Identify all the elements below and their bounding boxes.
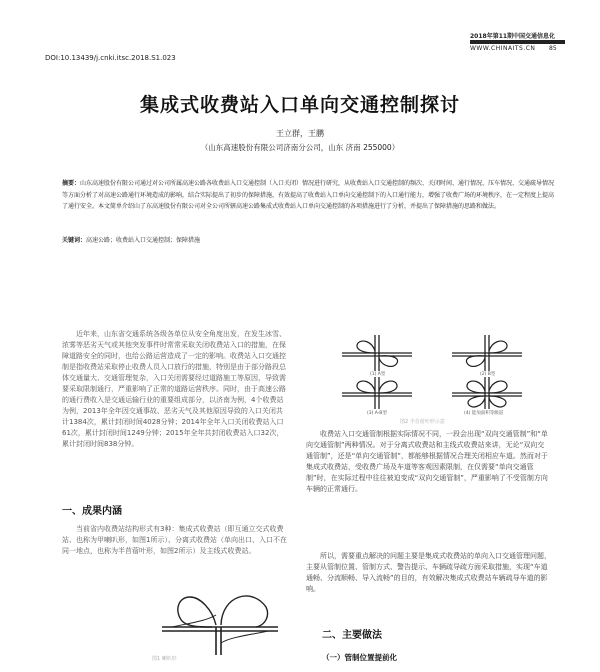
fig2-label-d: (4) 能加面积等级道 — [464, 411, 504, 415]
authors: 王立群，王鹏 — [276, 129, 324, 138]
fig2-label-b: (2) B型 — [480, 372, 496, 377]
figure-2-caption: 图2 半苜蓿叶形示意 — [400, 419, 445, 425]
fig2-panel-a — [342, 335, 412, 377]
fig2-label-a: (1) A型 — [370, 372, 386, 377]
figure-2-interchange-types — [312, 335, 552, 415]
abstract-label: 摘要： — [62, 180, 81, 187]
abstract-text: 山东高速股份有限公司通过对公司所属高速公路各收费站入口交通控制（入口关闭）情况进行研究，从收费站入口交通控制的频次、关闭时间、通行情况、压车情况、交通疏导情况等方面分析了对高速公路通行环境造成的影响，结合实际提出了初步的保障措施，有效提高了收费站入口单向交通控制下的入口通行能力，增强了收费广场的环境秩序，在一定程度上提高了通行安全。本文简单介绍山了东高速股份有限公司对全公司所辖高速公路集成式收费站入口单向交通控制的各项措施进行了分析，并提出了保障措施的思路和做法。 — [62, 180, 555, 210]
journal-issue: 2018年第11期中国交通信息化 — [470, 33, 556, 40]
body-paragraph-structure: 当前省内收费站结构形式有3种：集成式收费站（即互通立交式收费站、也称为甲喇叭形，如图1所示）、分离式收费站（单向出口、入口不在同一地点，也称为半苜蓿叶形，如图2所示）及主线式收费站。 — [62, 525, 287, 555]
fig2-label-ab: (3) A-B型 — [367, 411, 387, 415]
fig2-panel-ab — [342, 377, 412, 415]
figure-1-caption: 图1 喇叭形 — [152, 656, 177, 662]
keywords-label: 关键词： — [62, 237, 87, 244]
doi: DOI:10.13439/j.cnki.itsc.2018.S1.023 — [45, 54, 176, 62]
keywords-text: 高速公路；收费站入口交通控制；保障措施 — [86, 237, 201, 244]
affiliation: （山东高速股份有限公司济南分公司，山东 济南 255000） — [200, 143, 400, 152]
subsection-heading-1: （一）管制位置提前化 — [322, 653, 397, 662]
figure-1-trumpet-interchange — [160, 565, 280, 655]
section-heading-1: 一、成果内涵 — [62, 506, 122, 517]
body-paragraph-intro: 近年来，山东省交通系统各级各单位从安全角度出发，在发生冰雪、浓雾等恶劣天气或其他突发事件时常常采取关闭收费站入口的措施，在保障道路安全的同时，也给公路运营造成了一定的影响。收费站入口交通控制是指收费站采取停止收费人员入口放行的措施，特别是由于部分路段总体交通量大、交通管理复杂，入口关闭需要经过道路施工等原因，导致需要采取限制通行，严重影响了正常的道路运营秩序。同时，由于高速公路的通行费收入是交通运输行业的重要组成部分，以济南为例，4个收费站为例，2013年全年因交通事故、恶劣天气及其他原因导致的入口关闭共计1384次，累计封闭时间4028分钟；2014年全年入口关闭收费站入口61次，累计封闭时间1249分钟；2015年全年共封闭收费站入口32次，累计封闭时间838分钟。 — [62, 330, 286, 448]
abstract — [62, 178, 556, 213]
section-heading-2: 二、主要做法 — [322, 630, 382, 641]
page-number: 85 — [549, 45, 557, 52]
paper-title: 集成式收费站入口单向交通控制探讨 — [139, 94, 460, 116]
header-rule — [470, 40, 565, 44]
keywords — [62, 235, 556, 244]
fig2-panel-b — [452, 335, 522, 377]
journal-site: WWW.CHINAITS.CN — [470, 45, 536, 52]
fig2-panel-cloverleaf — [452, 377, 522, 415]
body-paragraph-control: 收费站入口交通管制根据实际情况不同，一段会出现“双向交通管制”和“单向交通管制”两种情况。对于分离式收费站和主线式收费站来讲，无论“双向交通管制”，还是“单向交通管制”，都能够根据情况合理关闭相应车道。然而对于集成式收费站，受收费广场及车道等客观因素限制，在仅需要“单向交通管制”时，在实际过程中往往被迫变成“双向交通管制”，严重影响了不受管制方向车辆的正常通行。 — [306, 430, 548, 493]
body-paragraph-solution: 所以，需要重点解决的问题主要是集成式收费站的单向入口交通管理问题，主要从管制位置、管制方式、警告提示、车辆疏导疏方面采取措施，实现“车道通畅、分流顺畅、导入流畅”的目的，有效解决集成式收费站车辆疏导车道的影响。 — [306, 552, 551, 593]
